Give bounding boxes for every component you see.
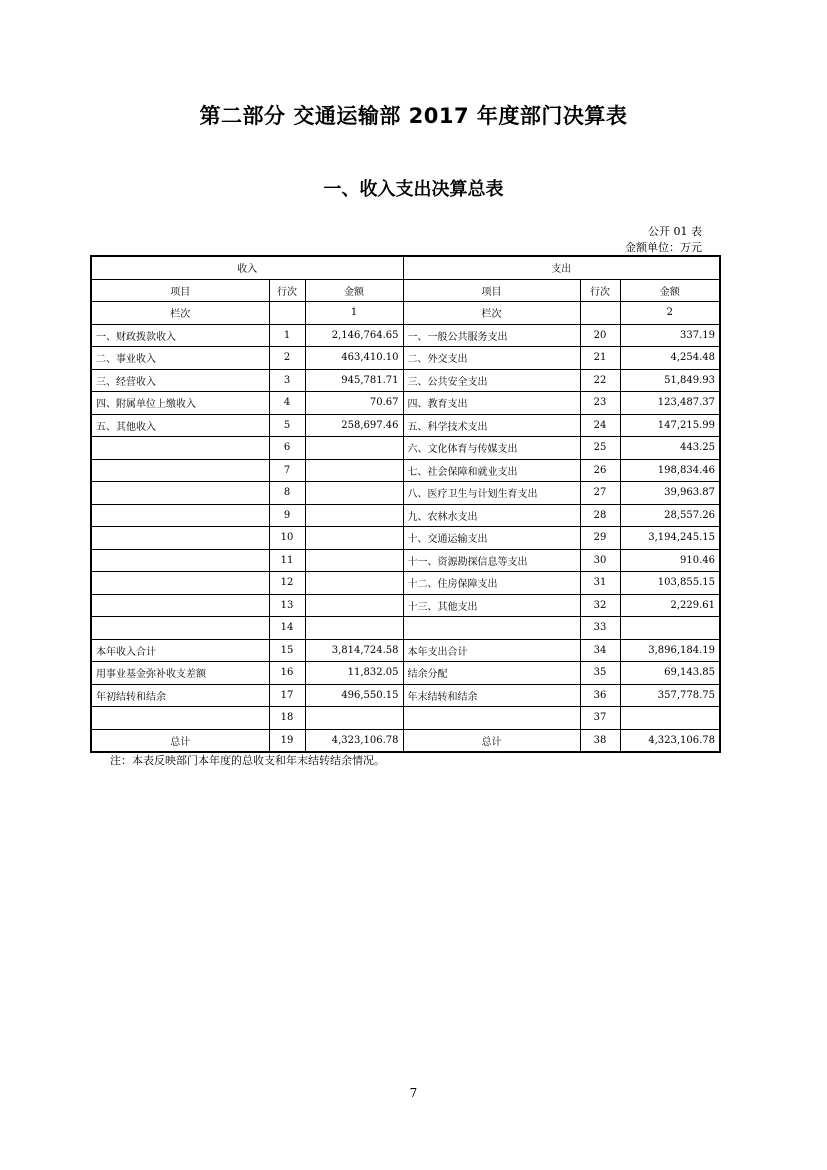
income-column-number: 1 xyxy=(305,302,403,325)
table-row xyxy=(91,459,720,482)
income-group-header: 收入 xyxy=(91,256,403,279)
expense-line-cell: 31 xyxy=(580,572,620,595)
income-line-cell: 2 xyxy=(269,347,305,370)
expense-column-line-blank xyxy=(580,302,620,325)
expense-line-cell: 22 xyxy=(580,369,620,392)
income-amount-cell xyxy=(305,437,403,460)
income-item-cell xyxy=(91,504,269,527)
total-row xyxy=(91,729,720,752)
income-line-header: 行次 xyxy=(269,279,305,302)
expense-item-cell: 十三、其他支出 xyxy=(403,594,580,617)
income-amount-cell xyxy=(305,482,403,505)
income-line-cell: 6 xyxy=(269,437,305,460)
expense-amount-cell: 443.25 xyxy=(620,437,720,460)
table-row xyxy=(91,437,720,460)
income-line-cell: 12 xyxy=(269,572,305,595)
expense-amount-cell: 28,557.26 xyxy=(620,504,720,527)
expense-line-cell: 35 xyxy=(580,662,620,685)
expense-amount-cell: 3,194,245.15 xyxy=(620,527,720,550)
income-line-cell: 1 xyxy=(269,324,305,347)
form-code: 公开 01 表 xyxy=(648,225,702,238)
income-item-cell xyxy=(91,549,269,572)
income-amount-cell: 945,781.71 xyxy=(305,369,403,392)
expense-amount-cell: 357,778.75 xyxy=(620,684,720,707)
income-item-cell: 本年收入合计 xyxy=(91,639,269,662)
expense-amount-cell xyxy=(620,707,720,730)
expense-amount-header: 金额 xyxy=(620,279,720,302)
table-note: 注：本表反映部门本年度的总收支和年末结转结余情况。 xyxy=(110,754,385,767)
income-amount-cell: 258,697.46 xyxy=(305,414,403,437)
income-item-cell: 五、其他收入 xyxy=(91,414,269,437)
income-amount-cell xyxy=(305,549,403,572)
table-row xyxy=(91,347,720,370)
table-row xyxy=(91,662,720,685)
expense-line-cell: 34 xyxy=(580,639,620,662)
income-line-cell: 9 xyxy=(269,504,305,527)
income-amount-cell xyxy=(305,572,403,595)
table-row xyxy=(91,392,720,415)
expense-item-cell: 十二、住房保障支出 xyxy=(403,572,580,595)
table-row xyxy=(91,572,720,595)
expense-line-cell: 28 xyxy=(580,504,620,527)
income-line-cell: 10 xyxy=(269,527,305,550)
table-row xyxy=(91,324,720,347)
income-amount-cell xyxy=(305,617,403,640)
expense-amount-cell: 69,143.85 xyxy=(620,662,720,685)
income-total-amount: 4,323,106.78 xyxy=(305,729,403,752)
expense-group-header: 支出 xyxy=(403,256,720,279)
expense-item-cell: 三、公共安全支出 xyxy=(403,369,580,392)
expense-line-cell: 32 xyxy=(580,594,620,617)
income-line-cell: 18 xyxy=(269,707,305,730)
expense-line-cell: 33 xyxy=(580,617,620,640)
expense-amount-cell: 910.46 xyxy=(620,549,720,572)
expense-line-cell: 25 xyxy=(580,437,620,460)
expense-amount-cell: 2,229.61 xyxy=(620,594,720,617)
income-line-cell: 5 xyxy=(269,414,305,437)
income-item-cell xyxy=(91,572,269,595)
income-item-cell xyxy=(91,459,269,482)
expense-amount-cell: 198,834.46 xyxy=(620,459,720,482)
expense-item-header: 项目 xyxy=(403,279,580,302)
income-item-cell: 三、经营收入 xyxy=(91,369,269,392)
income-line-cell: 3 xyxy=(269,369,305,392)
income-amount-cell: 11,832.05 xyxy=(305,662,403,685)
income-line-cell: 4 xyxy=(269,392,305,415)
income-line-cell: 15 xyxy=(269,639,305,662)
expense-item-cell: 二、外交支出 xyxy=(403,347,580,370)
income-line-cell: 17 xyxy=(269,684,305,707)
income-column-line-blank xyxy=(269,302,305,325)
expense-item-cell: 结余分配 xyxy=(403,662,580,685)
table-body xyxy=(91,324,720,729)
income-line-cell: 11 xyxy=(269,549,305,572)
income-line-cell: 13 xyxy=(269,594,305,617)
column-header-row xyxy=(91,279,720,302)
income-item-cell xyxy=(91,482,269,505)
expense-column-label: 栏次 xyxy=(403,302,580,325)
income-item-cell xyxy=(91,707,269,730)
income-amount-cell xyxy=(305,527,403,550)
expense-amount-cell xyxy=(620,617,720,640)
expense-total-line: 38 xyxy=(580,729,620,752)
column-number-row xyxy=(91,302,720,325)
table-row xyxy=(91,482,720,505)
income-item-cell xyxy=(91,527,269,550)
table-row xyxy=(91,707,720,730)
expense-line-cell: 20 xyxy=(580,324,620,347)
income-total-line: 19 xyxy=(269,729,305,752)
expense-line-cell: 24 xyxy=(580,414,620,437)
page-number: 7 xyxy=(409,1086,418,1100)
expense-line-header: 行次 xyxy=(580,279,620,302)
income-amount-cell: 70.67 xyxy=(305,392,403,415)
income-amount-cell: 3,814,724.58 xyxy=(305,639,403,662)
table-title: 一、收入支出决算总表 xyxy=(323,179,504,200)
income-total-label: 总计 xyxy=(91,729,269,752)
expense-item-cell: 九、农林水支出 xyxy=(403,504,580,527)
income-line-cell: 8 xyxy=(269,482,305,505)
expense-amount-cell: 147,215.99 xyxy=(620,414,720,437)
income-expense-table xyxy=(90,255,721,753)
expense-amount-cell: 337.19 xyxy=(620,324,720,347)
income-amount-cell: 2,146,764.65 xyxy=(305,324,403,347)
income-item-cell: 一、财政拨款收入 xyxy=(91,324,269,347)
expense-item-cell: 十、交通运输支出 xyxy=(403,527,580,550)
income-item-cell xyxy=(91,617,269,640)
income-amount-cell xyxy=(305,459,403,482)
expense-amount-cell: 3,896,184.19 xyxy=(620,639,720,662)
income-line-cell: 14 xyxy=(269,617,305,640)
table-row xyxy=(91,414,720,437)
income-amount-cell xyxy=(305,594,403,617)
expense-total-label: 总计 xyxy=(403,729,580,752)
income-line-cell: 7 xyxy=(269,459,305,482)
table-row xyxy=(91,504,720,527)
expense-item-cell: 六、文化体育与传媒支出 xyxy=(403,437,580,460)
expense-item-cell: 十一、资源勘探信息等支出 xyxy=(403,549,580,572)
expense-line-cell: 30 xyxy=(580,549,620,572)
expense-amount-cell: 39,963.87 xyxy=(620,482,720,505)
table-row xyxy=(91,369,720,392)
income-item-cell: 四、附属单位上缴收入 xyxy=(91,392,269,415)
income-item-cell: 用事业基金弥补收支差额 xyxy=(91,662,269,685)
expense-item-cell: 一、一般公共服务支出 xyxy=(403,324,580,347)
income-item-cell: 年初结转和结余 xyxy=(91,684,269,707)
income-amount-cell: 463,410.10 xyxy=(305,347,403,370)
table-row xyxy=(91,527,720,550)
expense-amount-cell: 103,855.15 xyxy=(620,572,720,595)
expense-line-cell: 36 xyxy=(580,684,620,707)
expense-column-number: 2 xyxy=(620,302,720,325)
expense-line-cell: 37 xyxy=(580,707,620,730)
expense-amount-cell: 4,254.48 xyxy=(620,347,720,370)
amount-unit: 金额单位：万元 xyxy=(625,241,702,254)
expense-total-amount: 4,323,106.78 xyxy=(620,729,720,752)
expense-line-cell: 29 xyxy=(580,527,620,550)
table-row xyxy=(91,684,720,707)
expense-line-cell: 21 xyxy=(580,347,620,370)
expense-item-cell: 五、科学技术支出 xyxy=(403,414,580,437)
income-item-cell xyxy=(91,594,269,617)
income-item-cell: 二、事业收入 xyxy=(91,347,269,370)
table-row xyxy=(91,549,720,572)
page-title: 第二部分 交通运输部 2017 年度部门决算表 xyxy=(199,104,628,128)
expense-line-cell: 26 xyxy=(580,459,620,482)
expense-amount-cell: 51,849.93 xyxy=(620,369,720,392)
group-header-row xyxy=(91,256,720,279)
expense-item-cell: 本年支出合计 xyxy=(403,639,580,662)
table-row xyxy=(91,594,720,617)
table-row xyxy=(91,639,720,662)
income-column-label: 栏次 xyxy=(91,302,269,325)
expense-line-cell: 23 xyxy=(580,392,620,415)
income-amount-cell: 496,550.15 xyxy=(305,684,403,707)
income-item-header: 项目 xyxy=(91,279,269,302)
income-amount-cell xyxy=(305,504,403,527)
expense-item-cell xyxy=(403,707,580,730)
expense-line-cell: 27 xyxy=(580,482,620,505)
table-row xyxy=(91,617,720,640)
expense-amount-cell: 123,487.37 xyxy=(620,392,720,415)
expense-item-cell: 八、医疗卫生与计划生育支出 xyxy=(403,482,580,505)
income-line-cell: 16 xyxy=(269,662,305,685)
income-item-cell xyxy=(91,437,269,460)
expense-item-cell xyxy=(403,617,580,640)
expense-item-cell: 年末结转和结余 xyxy=(403,684,580,707)
expense-item-cell: 四、教育支出 xyxy=(403,392,580,415)
income-amount-header: 金额 xyxy=(305,279,403,302)
expense-item-cell: 七、社会保障和就业支出 xyxy=(403,459,580,482)
income-amount-cell xyxy=(305,707,403,730)
